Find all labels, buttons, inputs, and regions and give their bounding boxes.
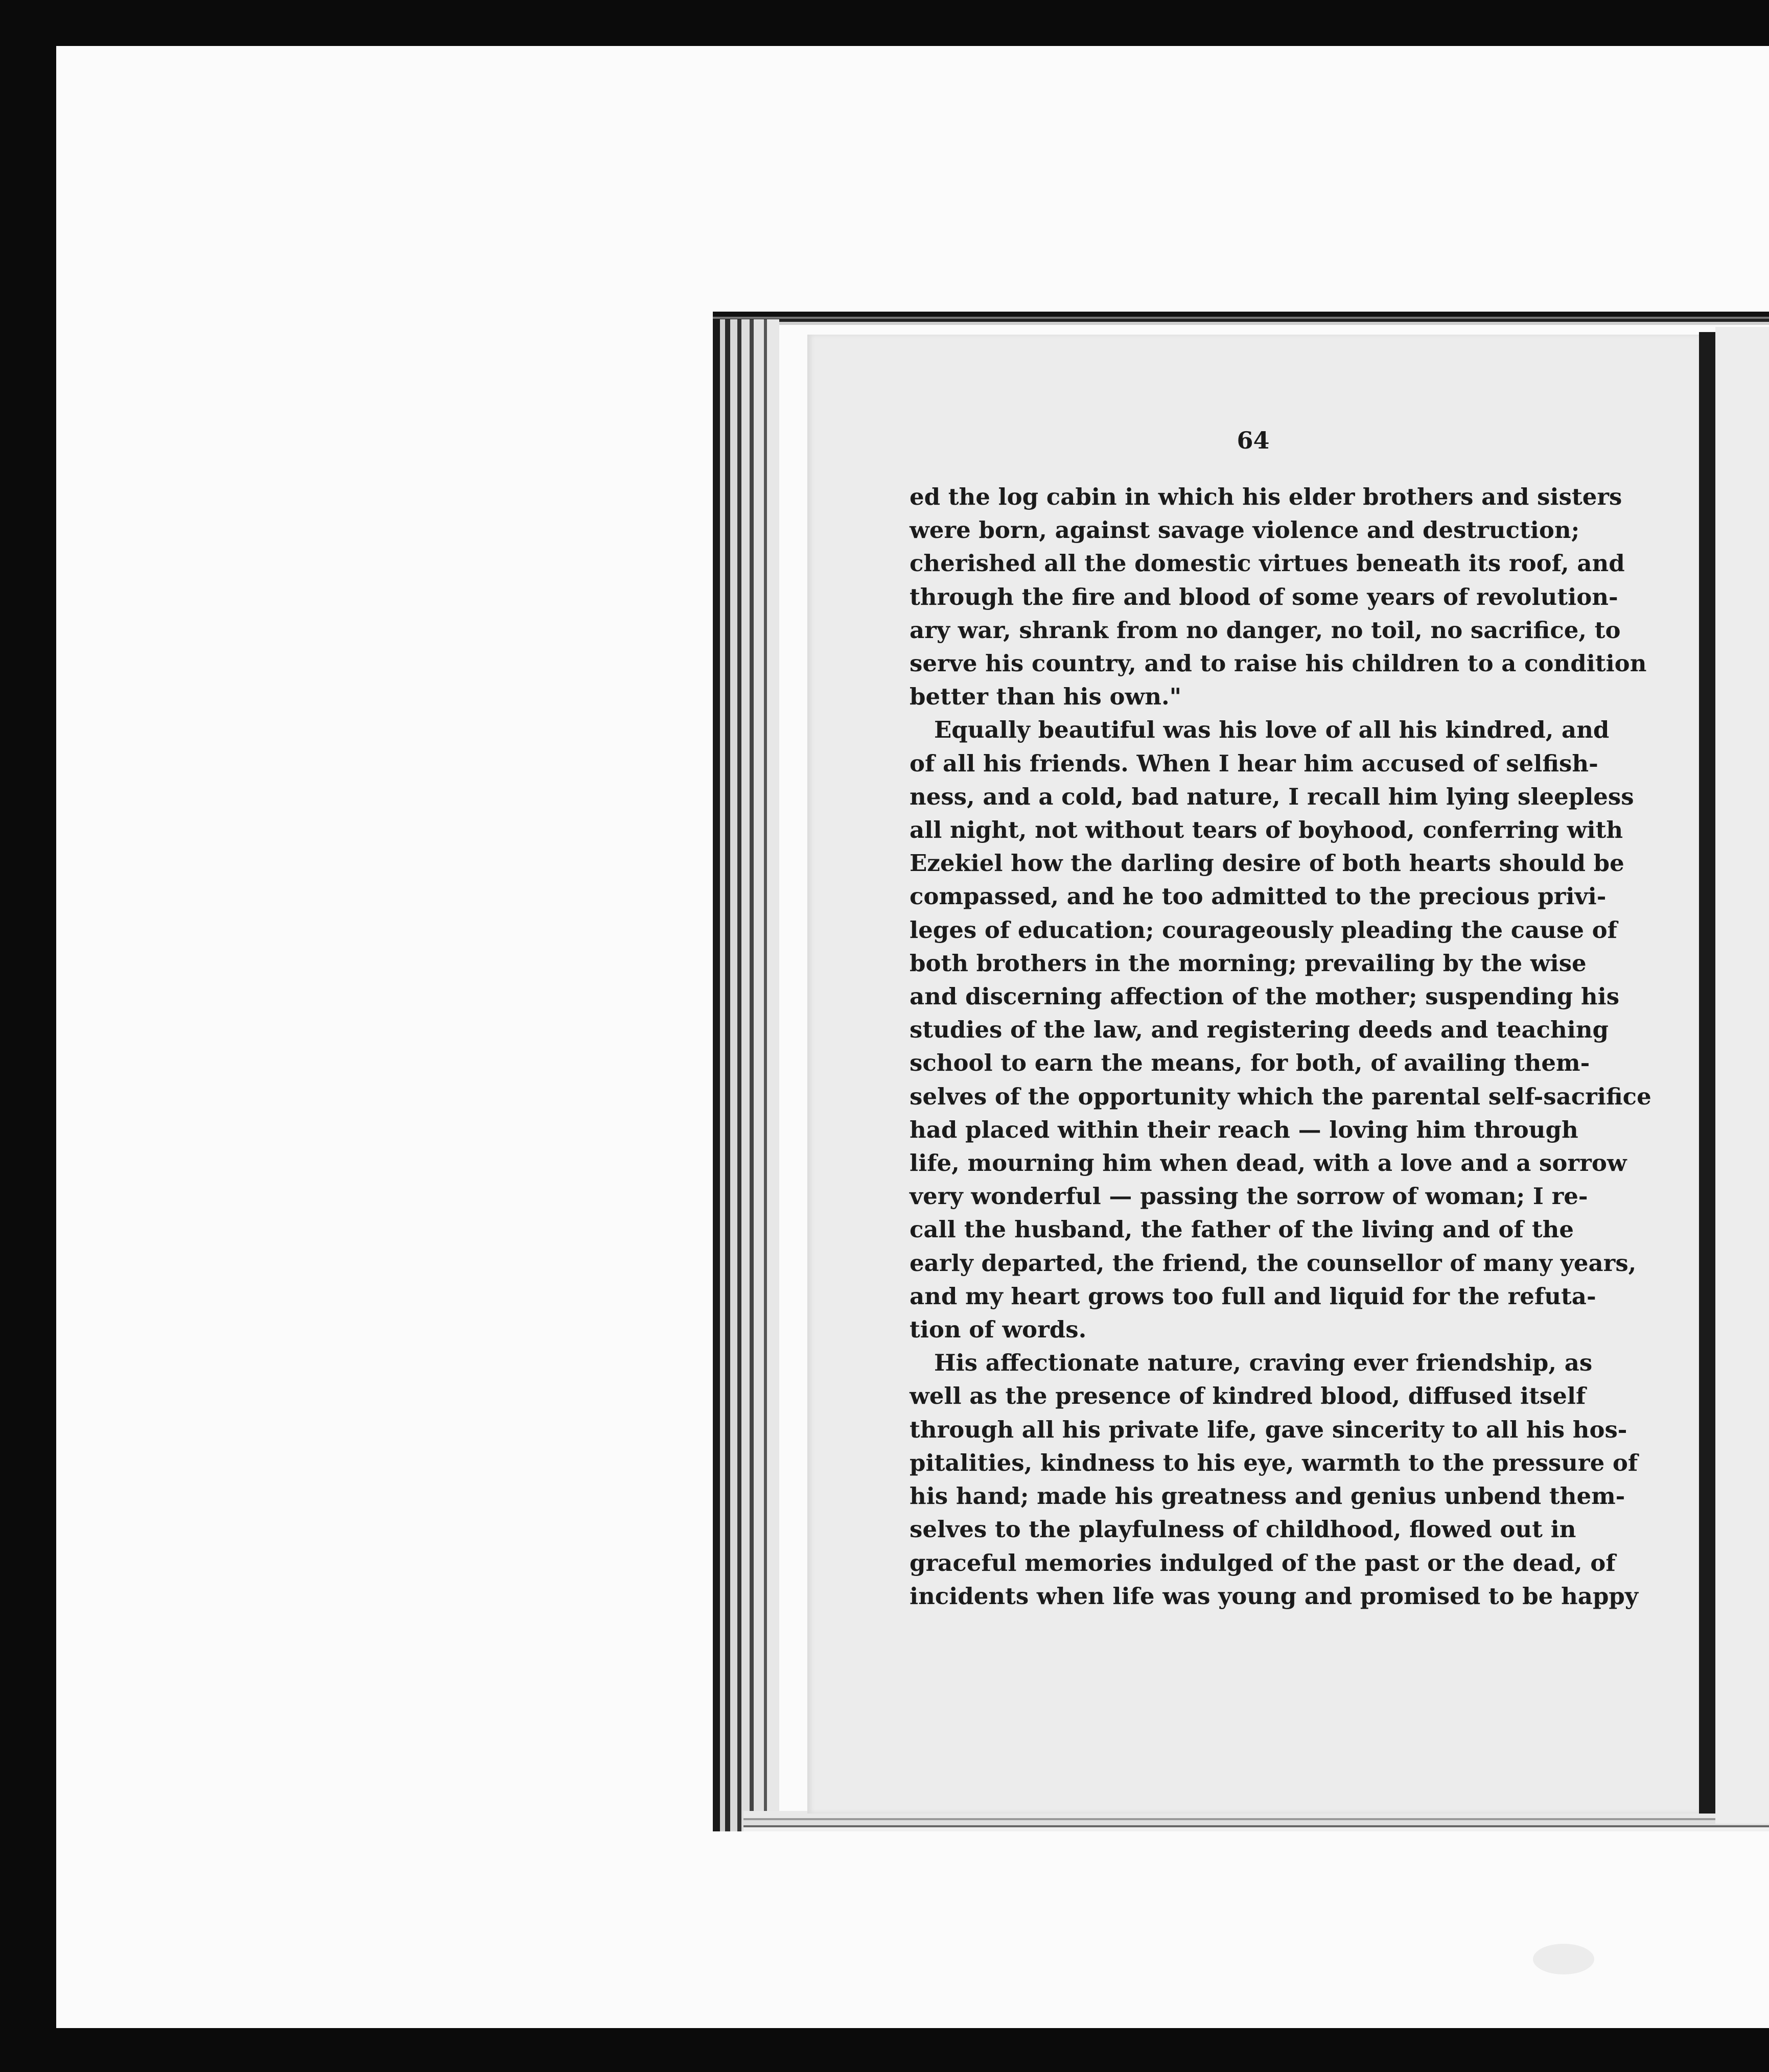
text-line: school to earn the means, for both, of availing them- [910,1049,1590,1077]
book-top-edge [713,312,1769,325]
book-bottom-edge [743,1811,1769,1831]
text-line: all night, not without tears of boyhood, conferring with [910,816,1623,844]
text-line: through the fire and blood of some years of revolution- [910,583,1618,610]
text-line: both brothers in the morning; prevailing by the wise [910,949,1587,977]
text-line: very wonderful — passing the sorrow of woman; I re- [910,1183,1588,1210]
text-line: serve his country, and to raise his children to a condition [910,650,1647,677]
text-line: incidents when life was young and promised to be happy [910,1582,1639,1610]
text-line: leges of education; courageously pleading the cause of [910,916,1618,944]
text-line: tion of words. [910,1316,1087,1344]
page-number: 64 [1237,427,1270,454]
text-line: had placed within their reach — loving him through [910,1116,1578,1143]
text-line: life, mourning him when dead, with a love and a sorrow [910,1149,1627,1177]
text-line: and discerning affection of the mother; suspending his [910,983,1620,1010]
text-line: were born, against savage violence and destruction; [910,516,1580,544]
text-line: well as the presence of kindred blood, diffused itself [910,1382,1586,1410]
text-line: Ezekiel how the darling desire of both hearts should be [910,850,1624,877]
text-line: better than his own." [910,683,1182,711]
text-line: graceful memories indulged of the past or the dead, of [910,1549,1616,1576]
book-gutter [1699,332,1715,1814]
text-line: selves to the playfulness of childhood, flowed out in [910,1516,1576,1543]
text-line: compassed, and he too admitted to the precious privi- [910,883,1607,910]
book-page [807,335,1699,1814]
text-line: cherished all the domestic virtues beneath its roof, and [910,550,1625,577]
text-line: ary war, shrank from no danger, no toil, no sacrifice, to [910,616,1621,644]
text-line: ed the log cabin in which his elder brothers and sisters [910,483,1622,510]
text-line: studies of the law, and registering deeds and teaching [910,1016,1609,1044]
text-line: through all his private life, gave sincerity to all his hos- [910,1416,1627,1443]
text-line: of all his friends. When I hear him accused of selfish- [910,749,1598,777]
text-line: and my heart grows too full and liquid for the refuta- [910,1282,1596,1310]
paragraph-start: His affectionate nature, craving ever friendship, as [934,1349,1593,1377]
text-line: his hand; made his greatness and genius unbend them- [910,1482,1625,1510]
text-line: call the husband, the father of the living and of the [910,1216,1574,1243]
text-line: early departed, the friend, the counsellor of many years, [910,1249,1637,1277]
page-smudge [1533,1944,1594,1974]
text-line: ness, and a cold, bad nature, I recall him lying sleepless [910,783,1634,810]
book-page-edges [713,319,779,1831]
page-text [910,480,1651,1613]
text-line: selves of the opportunity which the parental self-sacrifice [910,1082,1651,1110]
paragraph-start: Equally beautiful was his love of all his kindred, and [934,716,1610,744]
adjacent-page [1715,327,1769,1824]
text-line: pitalities, kindness to his eye, warmth to the pressure of [910,1449,1638,1476]
